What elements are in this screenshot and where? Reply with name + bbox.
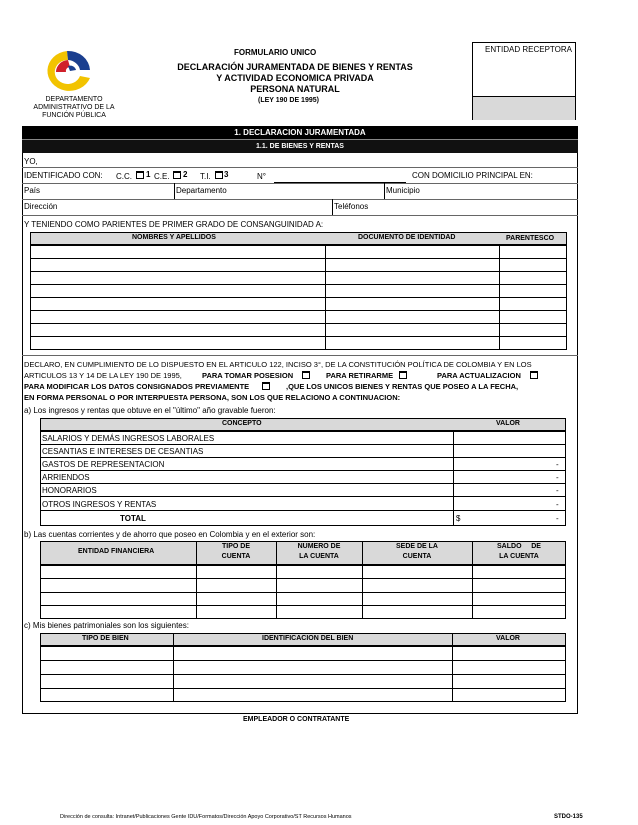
- ingreso-value-5[interactable]: -: [556, 500, 559, 509]
- declaro-line3b: ,QUE LOS UNICOS BIENES Y RENTAS QUE POSEO A LA FECHA,: [286, 382, 519, 391]
- cc-number: 1: [146, 170, 151, 179]
- col-sede-1: SEDE DE LA: [395, 543, 438, 550]
- table-row: [31, 337, 567, 350]
- section1-subtitle: 1.1. DE BIENES Y RENTAS: [22, 139, 578, 153]
- ti-label: T.I.: [200, 172, 211, 181]
- ingreso-row-4: HONORARIOS: [42, 486, 97, 495]
- ti-number: 3: [224, 170, 229, 179]
- domicilio-label: CON DOMICILIO PRINCIPAL EN:: [412, 171, 533, 180]
- actualizacion-checkbox[interactable]: [530, 371, 538, 379]
- col-tipo-cuenta-2: CUENTA: [221, 553, 251, 560]
- col-tipo-cuenta-1: TIPO DE: [221, 543, 250, 550]
- departamento-label: Departamento: [176, 186, 227, 195]
- col-numero-2: LA CUENTA: [299, 553, 339, 560]
- declaro-line4: EN FORMA PERSONAL O POR INTERPUESTA PERSONA, SON LOS QUE RELACIONO A CONTINUACION:: [24, 393, 401, 402]
- col-sede-2: CUENTA: [402, 553, 432, 560]
- ce-checkbox[interactable]: [173, 171, 181, 179]
- actualizacion-label: PARA ACTUALIZACION: [437, 371, 521, 380]
- table-row: [31, 272, 567, 285]
- table-row: [31, 246, 567, 259]
- posesion-checkbox[interactable]: [302, 371, 310, 379]
- col-documento: DOCUMENTO DE IDENTIDAD: [358, 234, 456, 241]
- col-saldo-2: LA CUENTA: [499, 553, 539, 560]
- col-nombres: NOMBRES Y APELLIDOS: [132, 234, 216, 241]
- posesion-label: PARA TOMAR POSESION: [202, 371, 294, 380]
- total-currency: $: [456, 514, 461, 523]
- col-identificacion-bien: IDENTIFICACION DEL BIEN: [262, 635, 354, 642]
- logo: [38, 48, 96, 94]
- relatives-table[interactable]: [30, 245, 567, 350]
- modificar-label: PARA MODIFICAR LOS DATOS CONSIGNADOS PREVIAMENTE: [24, 382, 250, 391]
- identificado-label: IDENTIFICADO CON:: [24, 171, 103, 180]
- retirarme-label: PARA RETIRARME: [326, 371, 394, 380]
- empleador-label: EMPLEADOR O CONTRATANTE: [243, 716, 350, 723]
- ingreso-row-3: ARRIENDOS: [42, 473, 90, 482]
- table-row: [31, 259, 567, 272]
- declaro-line2: ARTICULOS 13 Y 14 DE LA LEY 190 DE 1995,: [24, 371, 182, 380]
- col-entidad: ENTIDAD FINANCIERA: [78, 548, 155, 555]
- table-row: [31, 298, 567, 311]
- municipio-label: Municipio: [386, 186, 420, 195]
- col-tipo-bien: TIPO DE BIEN: [82, 635, 129, 642]
- total-label: TOTAL: [120, 514, 146, 523]
- dept-line1: DEPARTAMENTO: [45, 96, 103, 103]
- law-reference: (LEY 190 DE 1995): [258, 97, 319, 104]
- col-parentesco: PARENTESCO: [506, 235, 555, 242]
- title-line2: Y ACTIVIDAD ECONOMICA PRIVADA: [216, 73, 374, 83]
- ingreso-value-4[interactable]: -: [556, 486, 559, 495]
- table-row: [31, 324, 567, 337]
- col-saldo-1: SALDO DE: [497, 543, 541, 550]
- table-row: [31, 285, 567, 298]
- total-value[interactable]: -: [556, 514, 559, 523]
- section1-title: 1. DECLARACION JURAMENTADA: [22, 126, 578, 139]
- entity-receptor-box[interactable]: [472, 42, 576, 120]
- col-concepto: CONCEPTO: [222, 420, 262, 427]
- title-line1: DECLARACIÓN JURAMENTADA DE BIENES Y RENTAS: [177, 62, 413, 72]
- cc-checkbox[interactable]: [136, 171, 144, 179]
- telefonos-label: Teléfonos: [334, 202, 369, 211]
- ingreso-value-2[interactable]: -: [556, 460, 559, 469]
- number-label: N°: [257, 172, 266, 181]
- cc-label: C.C.: [116, 172, 132, 181]
- dept-line2: ADMINISTRATIVO DE LA: [33, 104, 115, 111]
- entity-receptor-label: ENTIDAD RECEPTORA: [485, 45, 572, 54]
- form-title: FORMULARIO UNICO: [234, 48, 317, 57]
- ti-checkbox[interactable]: [215, 171, 223, 179]
- ingreso-row-1: CESANTIAS E INTERESES DE CESANTIAS: [42, 447, 204, 456]
- dept-line3: FUNCIÓN PÚBLICA: [42, 112, 106, 119]
- modificar-checkbox[interactable]: [262, 382, 270, 390]
- col-valor-bien: VALOR: [496, 635, 520, 642]
- ingreso-value-3[interactable]: -: [556, 473, 559, 482]
- ingreso-row-5: OTROS INGRESOS Y RENTAS: [42, 500, 157, 509]
- bienes-intro: c) Mis bienes patrimoniales son los siguientes:: [24, 621, 189, 630]
- direccion-label: Dirección: [24, 202, 58, 211]
- footer-path: Dirección de consulta: Intranet/Publicaciones Gente IDU/Formatos/Dirección Apoyo Corporativo/ST Recursos Humanos: [60, 814, 352, 820]
- ingreso-row-2: GASTOS DE REPRESENTACION: [42, 460, 165, 469]
- col-valor-ingresos: VALOR: [496, 420, 520, 427]
- parientes-label: Y TENIENDO COMO PARIENTES DE PRIMER GRADO DE CONSANGUINIDAD A:: [24, 220, 324, 229]
- pais-label: País: [24, 186, 41, 195]
- title-line3: PERSONA NATURAL: [250, 84, 340, 94]
- retirarme-checkbox[interactable]: [399, 371, 407, 379]
- declaro-line1: DECLARO, EN CUMPLIMIENTO DE LO DISPUESTO EN EL ARTICULO 122, INCISO 3°, DE LA CONSTITUCIÓN POLÍTICA DE COLOMBIA Y EN LOS: [24, 360, 532, 369]
- col-numero-1: NUMERO DE: [297, 543, 341, 550]
- ingreso-row-0: SALARIOS Y DEMÁS INGRESOS LABORALES: [42, 434, 215, 443]
- ingresos-table[interactable]: [40, 431, 566, 526]
- ingresos-intro: a) Los ingresos y rentas que obtuve en el "último" año gravable fueron:: [24, 406, 276, 415]
- table-row: [31, 311, 567, 324]
- yo-label: YO,: [24, 157, 38, 166]
- footer-code: STDO-135: [554, 814, 583, 820]
- cuentas-intro: b) Las cuentas corrientes y de ahorro que poseo en Colombia y en el exterior son:: [24, 530, 316, 539]
- ce-number: 2: [183, 170, 188, 179]
- ce-label: C.E.: [154, 172, 170, 181]
